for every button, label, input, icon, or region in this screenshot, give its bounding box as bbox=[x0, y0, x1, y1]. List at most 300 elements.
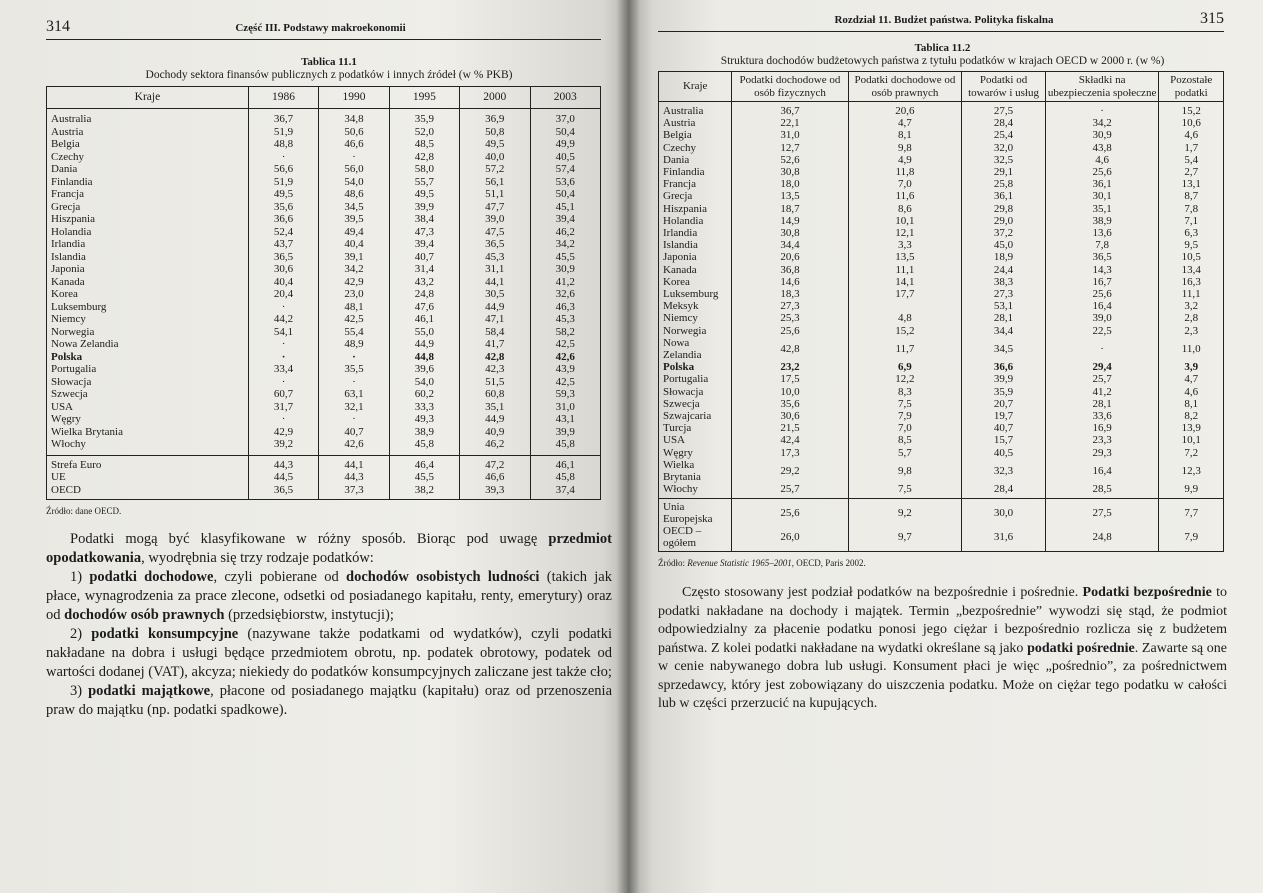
value-cell: 33,4 bbox=[248, 363, 318, 376]
column-header: Podatki od towarów i usług bbox=[962, 72, 1045, 102]
value-cell: 51,9 bbox=[248, 176, 318, 189]
source-suffix: , OECD, Paris 2002. bbox=[791, 558, 866, 569]
value-cell: · bbox=[248, 151, 318, 164]
value-cell: 15,2 bbox=[848, 325, 962, 337]
country-cell: Holandia bbox=[659, 215, 732, 227]
value-cell: 48,9 bbox=[319, 338, 389, 351]
value-cell: 3,2 bbox=[1159, 300, 1224, 312]
table-aggregates bbox=[659, 498, 1224, 552]
value-cell: 50,4 bbox=[530, 126, 600, 139]
source-title: Revenue Statistic 1965–2001 bbox=[687, 558, 792, 569]
table-row bbox=[659, 251, 1224, 263]
value-cell: · bbox=[248, 301, 318, 314]
body-text bbox=[46, 530, 612, 720]
value-cell: 39,2 bbox=[248, 438, 318, 455]
value-cell: 34,2 bbox=[530, 238, 600, 251]
value-cell: 47,5 bbox=[460, 226, 530, 239]
value-cell: 10,0 bbox=[732, 386, 848, 398]
country-cell: Islandia bbox=[659, 239, 732, 251]
column-header: Podatki dochodowe od osób fizycznych bbox=[732, 72, 848, 102]
value-cell: 14,6 bbox=[732, 276, 848, 288]
value-cell: 35,9 bbox=[389, 109, 459, 126]
value-cell: 17,5 bbox=[732, 373, 848, 385]
value-cell: 59,3 bbox=[530, 388, 600, 401]
country-cell: Norwegia bbox=[659, 325, 732, 337]
value-cell: 45,8 bbox=[389, 438, 459, 455]
value-cell: 31,4 bbox=[389, 263, 459, 276]
table-row bbox=[659, 447, 1224, 459]
value-cell: 34,2 bbox=[319, 263, 389, 276]
value-cell: 47,1 bbox=[460, 313, 530, 326]
value-cell: 7,1 bbox=[1159, 215, 1224, 227]
country-cell: OECD – ogółem bbox=[659, 525, 732, 552]
value-cell: 54,1 bbox=[248, 326, 318, 339]
value-cell: 29,3 bbox=[1045, 447, 1159, 459]
value-cell: 46,1 bbox=[530, 455, 600, 471]
value-cell: 1,7 bbox=[1159, 142, 1224, 154]
value-cell: 25,7 bbox=[732, 483, 848, 498]
paragraph bbox=[46, 625, 612, 682]
value-cell: 7,0 bbox=[848, 178, 962, 190]
value-cell: 36,8 bbox=[732, 264, 848, 276]
text-run: 2) bbox=[70, 626, 92, 642]
value-cell: 29,1 bbox=[962, 166, 1045, 178]
table-aggregates bbox=[47, 455, 601, 500]
value-cell: 23,3 bbox=[1045, 434, 1159, 446]
value-cell: 40,7 bbox=[389, 251, 459, 264]
value-cell: 30,9 bbox=[530, 263, 600, 276]
value-cell: 50,6 bbox=[319, 126, 389, 139]
column-header-country: Kraje bbox=[47, 87, 249, 109]
value-cell: 43,8 bbox=[1045, 142, 1159, 154]
value-cell: 12,2 bbox=[848, 373, 962, 385]
value-cell: 16,3 bbox=[1159, 276, 1224, 288]
value-cell: 10,1 bbox=[848, 215, 962, 227]
source-prefix: Źródło: bbox=[658, 558, 688, 569]
value-cell: 36,5 bbox=[248, 484, 318, 500]
value-cell bbox=[848, 300, 962, 312]
value-cell: 37,3 bbox=[319, 484, 389, 500]
value-cell: 10,5 bbox=[1159, 251, 1224, 263]
value-cell: 36,1 bbox=[1045, 178, 1159, 190]
value-cell: 48,1 bbox=[319, 301, 389, 314]
value-cell: 40,4 bbox=[248, 276, 318, 289]
table-header-row bbox=[659, 72, 1224, 102]
country-cell: Grecja bbox=[659, 190, 732, 202]
value-cell: 46,6 bbox=[460, 471, 530, 484]
value-cell: 34,5 bbox=[319, 201, 389, 214]
value-cell: 6,3 bbox=[1159, 227, 1224, 239]
value-cell: 36,7 bbox=[732, 102, 848, 118]
value-cell: 15,2 bbox=[1159, 102, 1224, 118]
value-cell: 32,0 bbox=[962, 142, 1045, 154]
value-cell: 2,7 bbox=[1159, 166, 1224, 178]
value-cell: 36,9 bbox=[460, 109, 530, 126]
text-run: (nazywane także podatkami od wydatków), czyli podatki nakładane na dobra i usługi będące przedmiotem obrotu, np. podatek obrotowy, podatek od wartości dodanej (VAT), akcyza; niekiedy do podatków konsumpcyjnych zaliczane jest także cło; bbox=[46, 626, 612, 680]
value-cell: · bbox=[1045, 337, 1159, 361]
paragraph bbox=[46, 682, 612, 720]
country-cell: Luksemburg bbox=[47, 301, 249, 314]
table-row bbox=[659, 142, 1224, 154]
country-cell: Meksyk bbox=[659, 300, 732, 312]
country-cell: Korea bbox=[659, 276, 732, 288]
table-row bbox=[659, 154, 1224, 166]
value-cell: 34,2 bbox=[1045, 117, 1159, 129]
value-cell: 11,8 bbox=[848, 166, 962, 178]
table-row bbox=[47, 438, 601, 455]
value-cell: 10,1 bbox=[1159, 434, 1224, 446]
value-cell: 13,1 bbox=[1159, 178, 1224, 190]
bold-term: podatki pośrednie bbox=[1027, 640, 1135, 656]
text-run: Podatki mogą być klasyfikowane w różny sposób. Biorąc pod uwagę bbox=[70, 531, 549, 547]
value-cell: 45,8 bbox=[530, 471, 600, 484]
value-cell: 30,0 bbox=[962, 498, 1045, 525]
value-cell: 44,5 bbox=[248, 471, 318, 484]
value-cell: 36,6 bbox=[962, 361, 1045, 373]
value-cell: 53,1 bbox=[962, 300, 1045, 312]
value-cell: 39,3 bbox=[460, 484, 530, 500]
table-row bbox=[47, 326, 601, 339]
table-row bbox=[659, 178, 1224, 190]
value-cell: 52,6 bbox=[732, 154, 848, 166]
table-row bbox=[659, 410, 1224, 422]
value-cell: 40,4 bbox=[319, 238, 389, 251]
value-cell: 43,9 bbox=[530, 363, 600, 376]
value-cell: 25,4 bbox=[962, 129, 1045, 141]
table-caption bbox=[658, 42, 1227, 67]
column-header: Podatki dochodowe od osób prawnych bbox=[848, 72, 962, 102]
value-cell: 9,8 bbox=[848, 142, 962, 154]
country-cell: Hiszpania bbox=[659, 203, 732, 215]
table-row bbox=[659, 288, 1224, 300]
value-cell: 36,5 bbox=[248, 251, 318, 264]
value-cell: 36,7 bbox=[248, 109, 318, 126]
value-cell: 63,1 bbox=[319, 388, 389, 401]
value-cell: 47,2 bbox=[460, 455, 530, 471]
tax-structure-table bbox=[658, 71, 1224, 552]
value-cell: 34,5 bbox=[962, 337, 1045, 361]
country-cell: Szwajcaria bbox=[659, 410, 732, 422]
value-cell: 47,3 bbox=[389, 226, 459, 239]
country-cell: Węgry bbox=[659, 447, 732, 459]
table-row bbox=[659, 276, 1224, 288]
country-cell: Kanada bbox=[659, 264, 732, 276]
value-cell: 39,0 bbox=[1045, 312, 1159, 324]
table-row bbox=[47, 401, 601, 414]
bold-term: dochodów osobistych ludności bbox=[346, 569, 540, 585]
value-cell: 28,1 bbox=[962, 312, 1045, 324]
value-cell: 46,6 bbox=[319, 138, 389, 151]
value-cell: 29,4 bbox=[1045, 361, 1159, 373]
value-cell: 19,7 bbox=[962, 410, 1045, 422]
value-cell: 44,1 bbox=[319, 455, 389, 471]
value-cell: 50,4 bbox=[530, 188, 600, 201]
value-cell: 30,5 bbox=[460, 288, 530, 301]
value-cell: 8,7 bbox=[1159, 190, 1224, 202]
table-row bbox=[659, 386, 1224, 398]
value-cell: 38,3 bbox=[962, 276, 1045, 288]
value-cell: 28,4 bbox=[962, 483, 1045, 498]
value-cell: 49,4 bbox=[319, 226, 389, 239]
table-row bbox=[659, 215, 1224, 227]
country-cell: Czechy bbox=[47, 151, 249, 164]
value-cell: 16,4 bbox=[1045, 459, 1159, 483]
value-cell: 34,8 bbox=[319, 109, 389, 126]
value-cell: 28,5 bbox=[1045, 483, 1159, 498]
value-cell: 9,8 bbox=[848, 459, 962, 483]
value-cell: 20,6 bbox=[848, 102, 962, 118]
value-cell: 34,4 bbox=[732, 239, 848, 251]
country-cell: Holandia bbox=[47, 226, 249, 239]
table-row bbox=[659, 361, 1224, 373]
value-cell: 7,8 bbox=[1159, 203, 1224, 215]
value-cell: 45,0 bbox=[962, 239, 1045, 251]
value-cell: 13,5 bbox=[848, 251, 962, 263]
column-header: Pozostałe podatki bbox=[1159, 72, 1224, 102]
value-cell: 14,3 bbox=[1045, 264, 1159, 276]
table-row bbox=[47, 126, 601, 139]
value-cell: 11,1 bbox=[848, 264, 962, 276]
value-cell: 49,5 bbox=[460, 138, 530, 151]
value-cell: · bbox=[248, 376, 318, 389]
country-cell: Słowacja bbox=[659, 386, 732, 398]
value-cell: 14,1 bbox=[848, 276, 962, 288]
country-cell: Niemcy bbox=[47, 313, 249, 326]
table-source: Źródło: dane OECD. bbox=[46, 506, 122, 516]
country-cell: Australia bbox=[47, 109, 249, 126]
value-cell: 11,7 bbox=[848, 337, 962, 361]
value-cell: 34,4 bbox=[962, 325, 1045, 337]
table-row bbox=[47, 351, 601, 364]
value-cell: · bbox=[319, 151, 389, 164]
table-row bbox=[47, 188, 601, 201]
value-cell: 39,6 bbox=[389, 363, 459, 376]
value-cell: 38,9 bbox=[389, 426, 459, 439]
country-cell: Luksemburg bbox=[659, 288, 732, 300]
table-row bbox=[47, 238, 601, 251]
text-run: 1) bbox=[70, 569, 90, 585]
value-cell: 36,5 bbox=[1045, 251, 1159, 263]
value-cell: 24,8 bbox=[389, 288, 459, 301]
table-row bbox=[659, 398, 1224, 410]
value-cell: 39,9 bbox=[530, 426, 600, 439]
country-cell: Belgia bbox=[47, 138, 249, 151]
value-cell: 33,3 bbox=[389, 401, 459, 414]
value-cell: 22,5 bbox=[1045, 325, 1159, 337]
bold-term: dochodów osób prawnych bbox=[64, 607, 225, 623]
value-cell: 4,7 bbox=[848, 117, 962, 129]
table-caption bbox=[46, 56, 612, 81]
country-cell: Włochy bbox=[47, 438, 249, 455]
country-cell: Włochy bbox=[659, 483, 732, 498]
value-cell: 44,3 bbox=[319, 471, 389, 484]
value-cell: 35,9 bbox=[962, 386, 1045, 398]
running-title: Część III. Podstawy makroekonomii bbox=[235, 22, 406, 34]
value-cell: 45,3 bbox=[460, 251, 530, 264]
value-cell: 39,9 bbox=[389, 201, 459, 214]
value-cell: 30,9 bbox=[1045, 129, 1159, 141]
value-cell: 8,6 bbox=[848, 203, 962, 215]
revenue-table bbox=[46, 86, 601, 500]
value-cell: 41,2 bbox=[530, 276, 600, 289]
value-cell: 46,2 bbox=[530, 226, 600, 239]
text-run: to podatki nakładane na dochody i majątek. Termin „bezpośrednie” wywodzi się stąd, że podmiot odpowiedzialny za płacenie podatku ponosi jego ciężar i bezpośrednio rozlicza się z budżetem państwa. Z kolei podatki nakładane na wydatki określane są jako bbox=[658, 585, 1227, 656]
bold-term: podatki konsumpcyjne bbox=[91, 626, 239, 642]
country-cell: Francja bbox=[47, 188, 249, 201]
table-row bbox=[47, 455, 601, 471]
table-description: Struktura dochodów budżetowych państwa z tytułu podatków w krajach OECD w 2000 r. (w %) bbox=[720, 55, 1165, 67]
table-row bbox=[47, 301, 601, 314]
country-cell: Szwecja bbox=[659, 398, 732, 410]
country-cell: Strefa Euro bbox=[47, 455, 249, 471]
value-cell: 39,5 bbox=[319, 213, 389, 226]
value-cell: 31,6 bbox=[962, 525, 1045, 552]
table-row bbox=[47, 388, 601, 401]
value-cell: 18,7 bbox=[732, 203, 848, 215]
value-cell: 4,9 bbox=[848, 154, 962, 166]
table-row bbox=[47, 484, 601, 500]
paragraph bbox=[46, 568, 612, 625]
value-cell: 57,4 bbox=[530, 163, 600, 176]
value-cell: 39,9 bbox=[962, 373, 1045, 385]
value-cell: 36,6 bbox=[248, 213, 318, 226]
value-cell: 43,7 bbox=[248, 238, 318, 251]
country-cell: Słowacja bbox=[47, 376, 249, 389]
value-cell: · bbox=[248, 351, 318, 364]
value-cell: 7,8 bbox=[1045, 239, 1159, 251]
country-cell: Grecja bbox=[47, 201, 249, 214]
value-cell: 39,4 bbox=[389, 238, 459, 251]
table-row bbox=[659, 434, 1224, 446]
value-cell: · bbox=[319, 351, 389, 364]
country-cell: Austria bbox=[47, 126, 249, 139]
country-cell: Finlandia bbox=[659, 166, 732, 178]
country-cell: Hiszpania bbox=[47, 213, 249, 226]
value-cell: 60,2 bbox=[389, 388, 459, 401]
value-cell: 42,9 bbox=[248, 426, 318, 439]
text-run: 3) bbox=[70, 683, 89, 699]
value-cell: 24,8 bbox=[1045, 525, 1159, 552]
value-cell: 11,6 bbox=[848, 190, 962, 202]
value-cell: 44,9 bbox=[460, 301, 530, 314]
value-cell: 37,0 bbox=[530, 109, 600, 126]
country-cell: USA bbox=[659, 434, 732, 446]
value-cell: 30,8 bbox=[732, 166, 848, 178]
value-cell: 38,4 bbox=[389, 213, 459, 226]
country-cell: Nowa Zelandia bbox=[47, 338, 249, 351]
value-cell: 53,6 bbox=[530, 176, 600, 189]
table-row bbox=[659, 300, 1224, 312]
value-cell: · bbox=[248, 413, 318, 426]
running-header bbox=[658, 10, 1224, 32]
table-row bbox=[47, 426, 601, 439]
value-cell: 24,4 bbox=[962, 264, 1045, 276]
table-row bbox=[47, 201, 601, 214]
value-cell: 14,9 bbox=[732, 215, 848, 227]
table-row bbox=[659, 422, 1224, 434]
body-text bbox=[658, 584, 1227, 714]
value-cell: 32,5 bbox=[962, 154, 1045, 166]
value-cell: 44,9 bbox=[389, 338, 459, 351]
value-cell: 42,4 bbox=[732, 434, 848, 446]
text-run: Często stosowany jest podział podatków na bezpośrednie i pośrednie. bbox=[682, 585, 1083, 601]
value-cell: 57,2 bbox=[460, 163, 530, 176]
column-header: Składki na ubezpieczenia społeczne bbox=[1045, 72, 1159, 102]
value-cell: 12,1 bbox=[848, 227, 962, 239]
table-row bbox=[659, 117, 1224, 129]
value-cell: 31,0 bbox=[530, 401, 600, 414]
country-cell: Norwegia bbox=[47, 326, 249, 339]
value-cell: 9,5 bbox=[1159, 239, 1224, 251]
value-cell: 39,0 bbox=[460, 213, 530, 226]
country-cell: UE bbox=[47, 471, 249, 484]
country-cell: Finlandia bbox=[47, 176, 249, 189]
value-cell: 42,5 bbox=[319, 313, 389, 326]
country-cell: Polska bbox=[659, 361, 732, 373]
value-cell: 35,6 bbox=[248, 201, 318, 214]
value-cell: 55,7 bbox=[389, 176, 459, 189]
table-row bbox=[47, 176, 601, 189]
table-row bbox=[47, 338, 601, 351]
value-cell: 31,1 bbox=[460, 263, 530, 276]
column-header: 1986 bbox=[248, 87, 318, 109]
text-run: , czyli pobierane od bbox=[213, 569, 347, 585]
value-cell: 30,8 bbox=[732, 227, 848, 239]
table-row bbox=[659, 129, 1224, 141]
value-cell: 49,5 bbox=[389, 188, 459, 201]
table-row bbox=[47, 288, 601, 301]
right-page bbox=[628, 0, 1263, 893]
value-cell: 45,5 bbox=[389, 471, 459, 484]
country-cell: Czechy bbox=[659, 142, 732, 154]
value-cell: 9,2 bbox=[848, 498, 962, 525]
country-cell: USA bbox=[47, 401, 249, 414]
value-cell: 36,5 bbox=[460, 238, 530, 251]
value-cell: 30,6 bbox=[248, 263, 318, 276]
value-cell: 7,9 bbox=[1159, 525, 1224, 552]
value-cell: 23,2 bbox=[732, 361, 848, 373]
left-page bbox=[0, 0, 628, 893]
value-cell: 56,6 bbox=[248, 163, 318, 176]
value-cell: 42,5 bbox=[530, 338, 600, 351]
value-cell: 51,9 bbox=[248, 126, 318, 139]
value-cell: 16,9 bbox=[1045, 422, 1159, 434]
value-cell: 30,1 bbox=[1045, 190, 1159, 202]
value-cell: 52,4 bbox=[248, 226, 318, 239]
value-cell: 8,3 bbox=[848, 386, 962, 398]
text-run: , płacone od posiadanego majątku (kapitału) oraz od przenoszenia praw do majątku (np. podatki spadkowe). bbox=[46, 683, 612, 718]
table-row bbox=[47, 363, 601, 376]
value-cell: 27,3 bbox=[732, 300, 848, 312]
column-header: 1995 bbox=[389, 87, 459, 109]
column-header: 1990 bbox=[319, 87, 389, 109]
table-row bbox=[659, 190, 1224, 202]
table-row bbox=[659, 337, 1224, 361]
value-cell: · bbox=[319, 376, 389, 389]
running-title: Rozdział 11. Budżet państwa. Polityka fiskalna bbox=[834, 14, 1054, 26]
value-cell: 38,9 bbox=[1045, 215, 1159, 227]
value-cell: 46,1 bbox=[389, 313, 459, 326]
table-row bbox=[47, 109, 601, 126]
value-cell: 13,9 bbox=[1159, 422, 1224, 434]
value-cell: 46,2 bbox=[460, 438, 530, 455]
table-body bbox=[47, 109, 601, 456]
value-cell: 32,6 bbox=[530, 288, 600, 301]
value-cell: 9,9 bbox=[1159, 483, 1224, 498]
country-cell: Niemcy bbox=[659, 312, 732, 324]
country-cell: Wielka Brytania bbox=[659, 459, 732, 483]
value-cell: 54,0 bbox=[389, 376, 459, 389]
